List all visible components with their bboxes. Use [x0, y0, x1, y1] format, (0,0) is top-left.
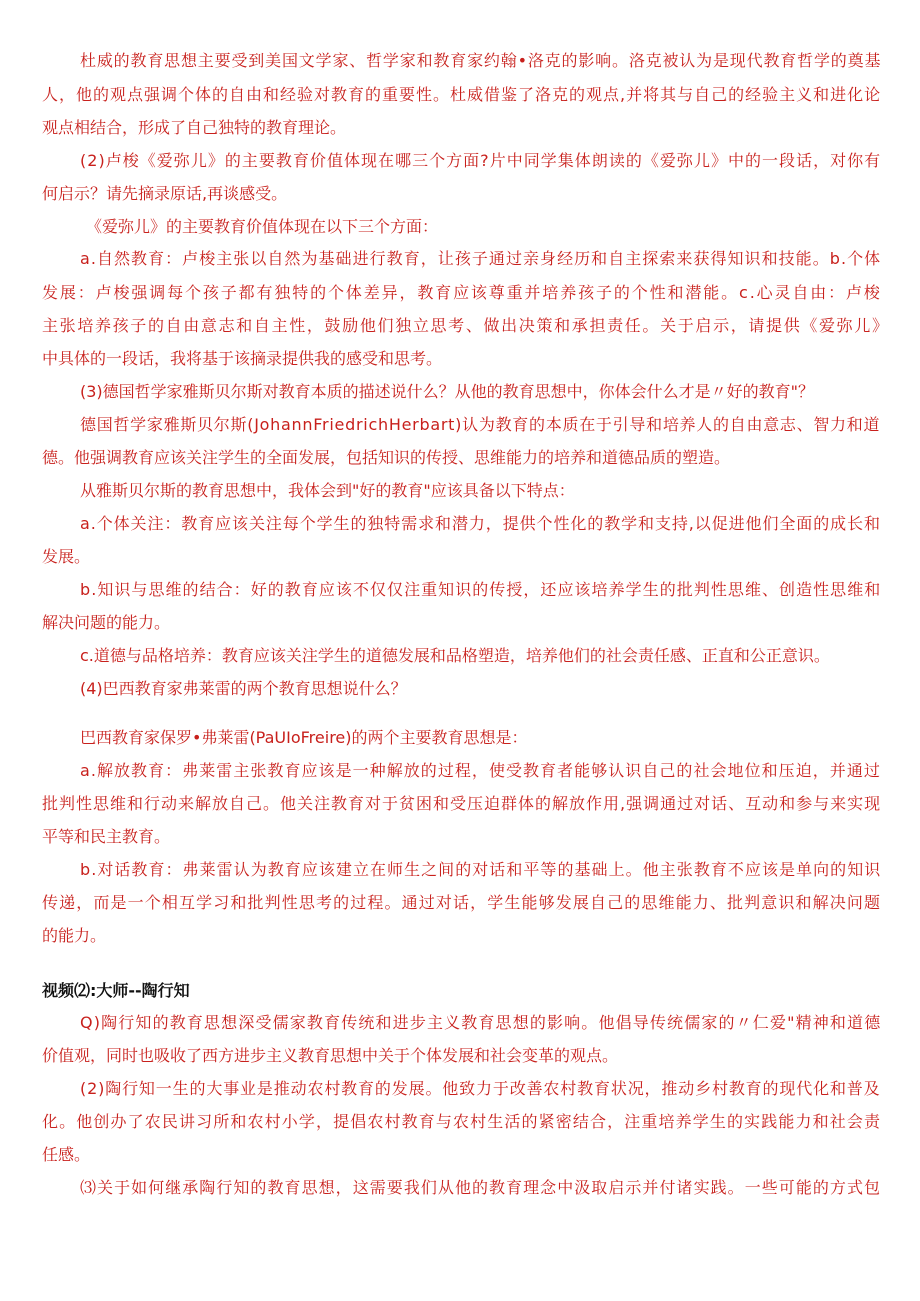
- paragraph-line: 德。他强调教育应该关注学生的全面发展，包括知识的传授、思维能力的培养和道德品质的塑造。: [42, 448, 731, 467]
- paragraph-line: 中具体的一段话，我将基于该摘录提供我的感受和思考。: [42, 349, 443, 368]
- paragraph-line: 任感。: [42, 1145, 91, 1164]
- paragraph-line: 价值观，同时也吸收了西方进步主义教育思想中关于个体发展和社会变革的观点。: [42, 1046, 619, 1065]
- paragraph-line: 德国哲学家雅斯贝尔斯(JohannFriedrichHerbart)认为教育的本质在于引导和培养人的自由意志、智力和道: [80, 415, 881, 434]
- question-line: (4)巴西教育家弗莱雷的两个教育思想说什么？: [80, 679, 407, 698]
- list-item-line: 解决问题的能力。: [42, 613, 171, 632]
- list-item-line: b.对话教育：弗莱雷认为教育应该建立在师生之间的对话和平等的基础上。他主张教育不应该是单向的知识: [80, 860, 882, 879]
- list-item-line: b.知识与思维的结合：好的教育应该不仅仅注重知识的传授，还应该培养学生的批判性思维、创造性思维和: [80, 580, 882, 599]
- list-item-line: c.道德与品格培养：教育应该关注学生的道德发展和品格塑造，培养他们的社会责任感、正直和公正意识。: [80, 646, 830, 665]
- paragraph-line: Q)陶行知的教育思想深受儒家教育传统和进步主义教育思想的影响。他倡导传统儒家的〃仁爱"精神和道德: [80, 1013, 882, 1032]
- paragraph-line: 《爱弥儿》的主要教育价值体现在以下三个方面：: [86, 217, 439, 236]
- paragraph-line: 化。他创办了农民讲习所和农村小学，提倡农村教育与农村生活的紧密结合，注重培养学生的实践能力和社会责: [42, 1112, 882, 1131]
- paragraph-line: 观点相结合，形成了自己独特的教育理论。: [42, 118, 347, 137]
- paragraph-line: ⑶关于如何继承陶行知的教育思想，这需要我们从他的教育理念中汲取启示并付诸实践。一些可能的方式包: [80, 1178, 882, 1197]
- paragraph-line: 巴西教育家保罗•弗莱雷(PaUIoFreire)的两个主要教育思想是：: [80, 728, 528, 747]
- list-item-line: a.解放教育：弗莱雷主张教育应该是一种解放的过程，使受教育者能够认识自己的社会地位和压迫，并通过: [80, 761, 881, 780]
- list-item-line: 的能力。: [42, 926, 107, 945]
- section-heading: 视频⑵:大师--陶行知: [42, 981, 190, 1000]
- list-item-line: 发展。: [42, 547, 91, 566]
- paragraph-line: 杜威的教育思想主要受到美国文学家、哲学家和教育家约翰•洛克的影响。洛克被认为是现代教育哲学的奠基: [80, 51, 882, 70]
- paragraph-line: (2)陶行知一生的大事业是推动农村教育的发展。他致力于改善农村教育状况，推动乡村教育的现代化和普及: [80, 1079, 881, 1098]
- paragraph-line: 发展：卢梭强调每个孩子都有独特的个体差异，教育应该尊重并培养孩子的个性和潜能。c.心灵自由：卢梭: [42, 283, 882, 302]
- paragraph-line: 主张培养孩子的自由意志和自主性，鼓励他们独立思考、做出决策和承担责任。关于启示，请提供《爱弥儿》: [42, 316, 890, 335]
- question-line: (2)卢梭《爱弥儿》的主要教育价值体现在哪三个方面?片中同学集体朗读的《爱弥儿》中的一段话，对你有: [80, 151, 882, 170]
- list-item-line: 传递，而是一个相互学习和批判性思考的过程。通过对话，学生能够发展自己的思维能力、批判意识和解决问题: [42, 893, 882, 912]
- list-item-line: 批判性思维和行动来解放自己。他关注教育对于贫困和受压迫群体的解放作用,强调通过对话、互动和参与来实现: [42, 794, 882, 813]
- paragraph-line: a.自然教育：卢梭主张以自然为基础进行教育，让孩子通过亲身经历和自主探索来获得知识和技能。b.个体: [80, 249, 882, 268]
- list-item-line: 平等和民主教育。: [42, 827, 171, 846]
- question-line: 何启示？请先摘录原话,再谈感受。: [42, 184, 288, 203]
- list-item-line: a.个体关注：教育应该关注每个学生的独特需求和潜力，提供个性化的教学和支持,以促进他们全面的成长和: [80, 514, 881, 533]
- paragraph-line: 人，他的观点强调个体的自由和经验对教育的重要性。杜威借鉴了洛克的观点,并将其与自己的经验主义和进化论: [42, 85, 882, 104]
- question-line: (3)德国哲学家雅斯贝尔斯对教育本质的描述说什么？从他的教育思想中，你体会什么才是〃好的教育"？: [80, 382, 815, 401]
- paragraph-line: 从雅斯贝尔斯的教育思想中，我体会到"好的教育"应该具备以下特点：: [80, 481, 575, 500]
